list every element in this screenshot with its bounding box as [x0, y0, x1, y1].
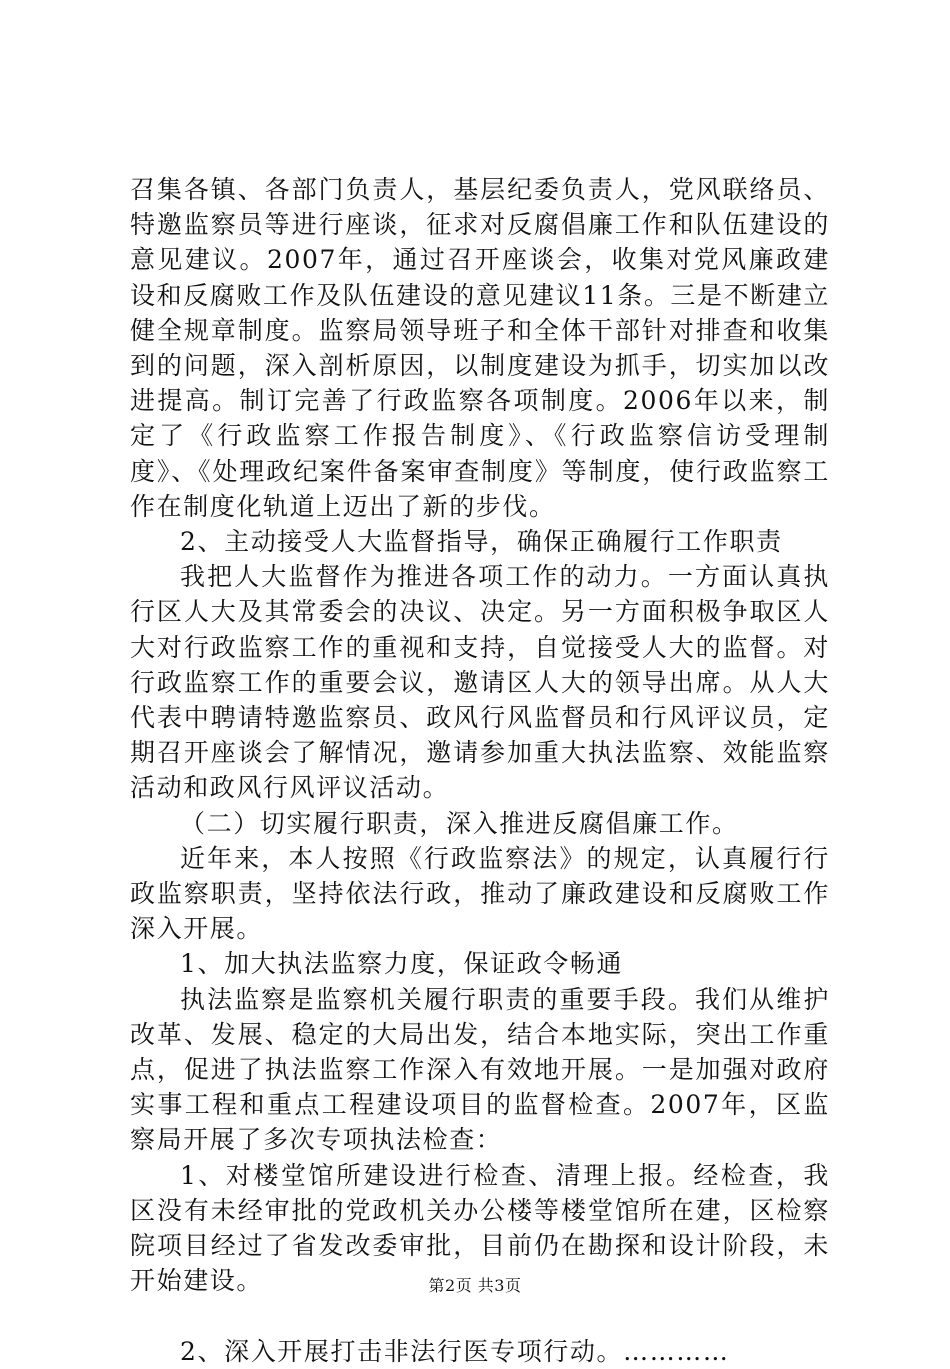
heading-law-enforcement-supervision: 1、加大执法监察力度，保证政令畅通 [180, 949, 624, 979]
paragraph-congress-supervision: 我把人大监督作为推进各项工作的动力。一方面认真执行区人大及其常委会的决议、决定。另一方面积极争取区人大对行政监察工作的重视和支持，自觉接受人大的监督。对行政监察工作的重要会议，邀请区人大的领导出席。从人大代表中聘请特邀监察员、政风行风监督员和行风评议员，定期召开座谈会了解情况，邀请参加重大执法监察、效能监察活动和政风行风评议活动。 [130, 562, 830, 803]
page-number-footer: 第2页 共3页 [428, 1276, 522, 1295]
paragraph-recent-years: 近年来，本人按照《行政监察法》的规定，认真履行行政监察职责，坚持依法行政，推动了廉政建设和反腐败工作深入开展。 [130, 843, 830, 944]
paragraph-rules-and-systems: 召集各镇、各部门负责人，基层纪委负责人，党风联络员、特邀监察员等进行座谈，征求对反腐倡廉工作和队伍建设的意见建议。2007年，通过召开座谈会，收集对党风廉政建设和反腐败工作及队伍建设的意见建议11条。三是不断建立健全规章制度。监察局领导班子和全体干部针对排查和收集到的问题，深入剖析原因，以制度建设为抓手，切实加以改进提高。制订完善了行政监察各项制度。2006年以来，制定了《行政监察工作报告制度》、《行政监察信访受理制度》、《处理政纪案件备案审查制度》等制度，使行政监察工作在制度化轨道上迈出了新的步伐。 [130, 175, 831, 521]
paragraph-law-enforcement: 执法监察是监察机关履行职责的重要手段。我们从维护改革、发展、稳定的大局出发，结合本地实际，突出工作重点，促进了执法监察工作深入有效地开展。一是加强对政府实事工程和重点工程建设项目的监督检查。2007年，区监察局开展了多次专项执法检查： [130, 984, 830, 1155]
document-body [130, 172, 830, 1369]
paragraph-building-inspection: 1、对楼堂馆所建设进行检查、清理上报。经检查，我区没有未经审批的党政机关办公楼等楼堂馆所在建，区检察院项目经过了省发改委审批，目前仍在勘探和设计阶段，未开始建设。 [130, 1160, 830, 1296]
heading-accept-congress-supervision: 2、主动接受人大监督指导，确保正确履行工作职责 [180, 527, 783, 557]
heading-fulfill-duties: （二）切实履行职责，深入推进反腐倡廉工作。 [180, 808, 739, 838]
paragraph-illegal-medical-practice: 2、深入开展打击非法行医专项行动。………… [180, 1336, 730, 1366]
